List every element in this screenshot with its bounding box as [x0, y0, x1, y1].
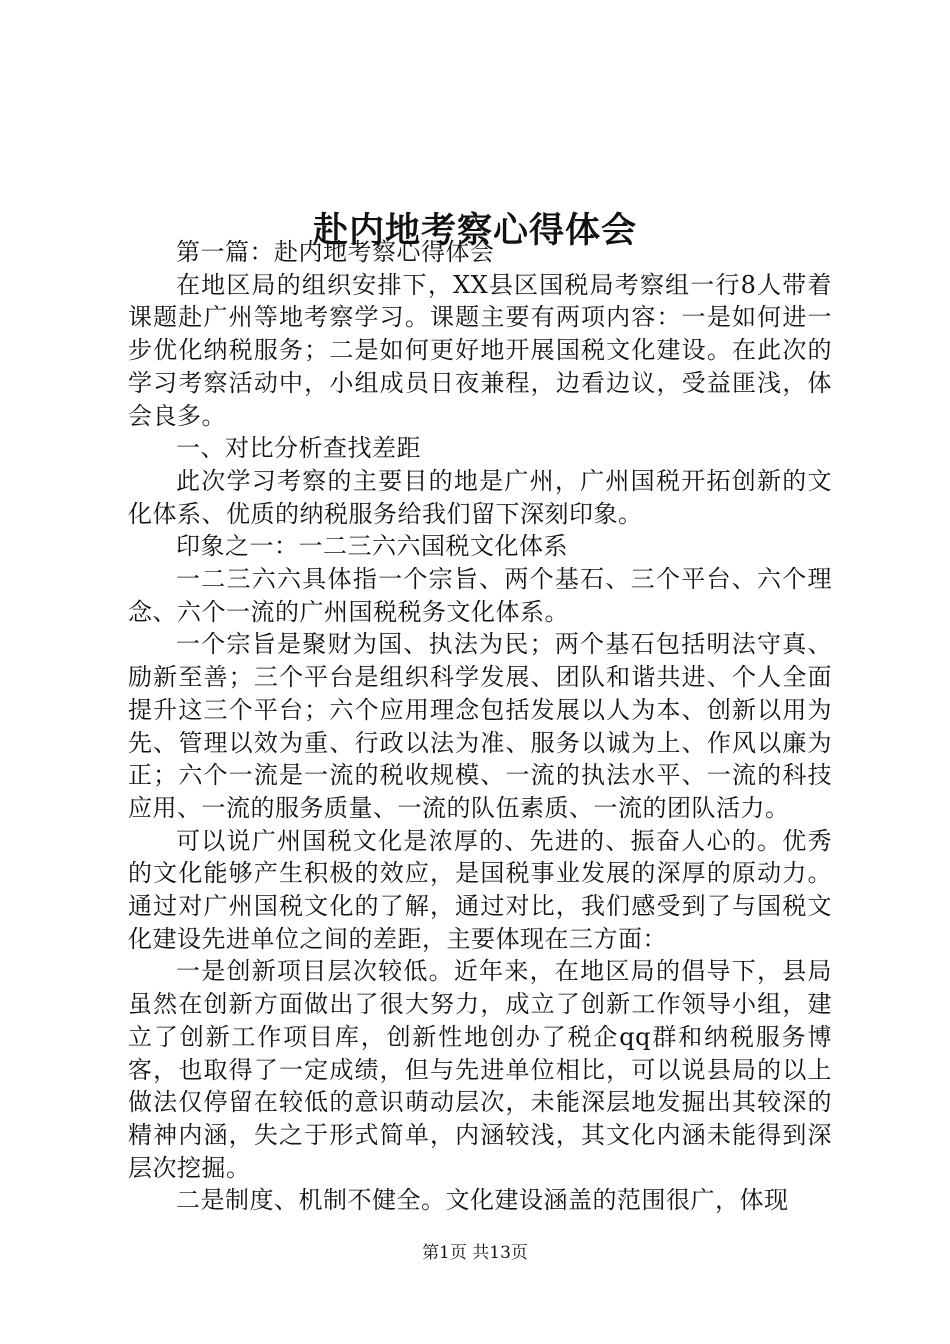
document-title: 赴内地考察心得体会 [312, 210, 637, 252]
paragraph: 可以说广州国税文化是浓厚的、先进的、振奋人心的。优秀的文化能够产生积极的效应，是国税事业发展的深厚的原动力。通过对广州国税文化的了解，通过对比，我们感受到了与国税文化建设先进单位之间的差距，主要体现在三方面： [128, 826, 832, 953]
paragraph-heading-comparison: 一、对比分析查找差距 [176, 434, 421, 463]
paragraph: 一是创新项目层次较低。近年来，在地区局的倡导下，县局虽然在创新方面做出了很大努力，成立了创新工作领导小组，建立了创新工作项目库，创新性地创办了税企qq群和纳税服务博客，也取得了一定成绩，但与先进单位相比，可以说县局的以上做法仅停留在较低的意识萌动层次，未能深层地发掘出其较深的精神内涵，失之于形式简单，内涵较浅，其文化内涵未能得到深层次挖掘。 [128, 957, 832, 1182]
document-body [128, 236, 832, 1217]
page-number-footer: 第1页 共13页 [422, 1243, 528, 1263]
paragraph-heading-impression: 印象之一：一二三六六国税文化体系 [176, 532, 568, 561]
paragraph: 二是制度、机制不健全。文化建设涵盖的范围很广，体现 [176, 1186, 789, 1215]
paragraph: 一个宗旨是聚财为国、执法为民；两个基石包括明法守真、励新至善；三个平台是组织科学发展、团队和谐共进、个人全面提升这三个平台；六个应用理念包括发展以人为本、创新以用为先、管理以效为重、行政以法为准、服务以诚为上、作风以廉为正；六个一流是一流的税收规模、一流的执法水平、一流的科技应用、一流的服务质量、一流的队伍素质、一流的团队活力。 [128, 630, 832, 822]
paragraph-intro: 在地区局的组织安排下，XX县区国税局考察组一行8人带着课题赴广州等地考察学习。课题主要有两项内容：一是如何进一步优化纳税服务；二是如何更好地开展国税文化建设。在此次的学习考察活动中，小组成员日夜兼程，边看边议，受益匪浅，体会良多。 [128, 270, 832, 430]
paragraph: 此次学习考察的主要目的地是广州，广州国税开拓创新的文化体系、优质的纳税服务给我们留下深刻印象。 [128, 466, 832, 528]
paragraph-section-heading: 第一篇：赴内地考察心得体会 [176, 238, 495, 266]
paragraph: 一二三六六具体指一个宗旨、两个基石、三个平台、六个理念、六个一流的广州国税税务文化体系。 [128, 565, 832, 626]
